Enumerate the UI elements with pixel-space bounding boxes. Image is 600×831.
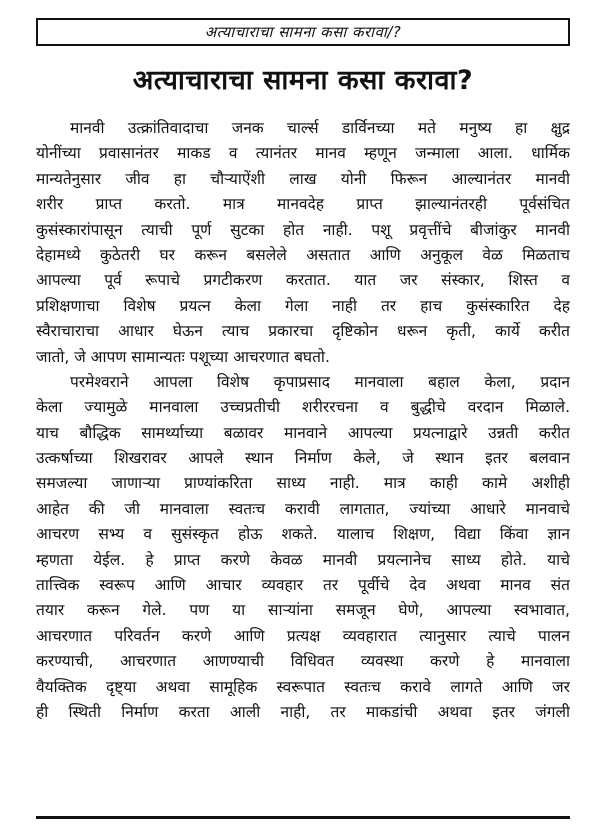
footer-rule: [36, 816, 570, 819]
text-line: म्हणता येईल. हे प्राप्त करणे केवळ मानवी प्रयत्नानेच साध्य होते. याचे: [36, 550, 570, 569]
text-line: आचरण सभ्य व सुसंस्कृत होऊ शकते. यालाच शिक्षण, विद्या किंवा ज्ञान: [36, 525, 570, 544]
text-line: परमेश्वराने आपला विशेष कृपाप्रसाद मानवाला बहाल केला, प्रदान: [70, 372, 570, 391]
text-line: तयार करून गेले. पण या साऱ्यांना समजून घेणे, आपल्या स्वभावात,: [36, 601, 570, 620]
chapter-title: अत्याचाराचा सामना कसा करावा?: [132, 65, 474, 96]
text-line: आचरणात परिवर्तन करणे आणि प्रत्यक्ष व्यवहारात त्यानुसार त्याचे पालन: [36, 626, 570, 645]
text-line: याच बौद्धिक सामर्थ्याच्या बळावर मानवाने आपल्या प्रयत्नाद्वारे उन्नती करीत: [36, 423, 570, 442]
text-line: केला ज्यामुळे मानवाला उच्चप्रतीची शरीररचना व बुद्धीचे वरदान मिळाले.: [36, 398, 570, 417]
text-line: मानवी उत्क्रांतिवादाचा जनक चार्ल्स डार्विनच्या मते मनुष्य हा क्षुद्र: [70, 119, 570, 137]
paragraph-1: [36, 116, 570, 370]
running-header-text: अत्याचाराचा सामना कसा करावा/?: [204, 23, 402, 41]
text-line: कुसंस्कारांपासून त्याची पूर्ण सुटका होत नाही. पशू प्रवृत्तींचे बीजांकुर मानवी: [36, 220, 570, 239]
text-line: समजल्या जाणाऱ्या प्राण्यांकरिता साध्य नाही. मात्र काही कामे अशीही: [36, 474, 570, 493]
text-line: शरीर प्राप्त करतो. मात्र मानवदेह प्राप्त झाल्यानंतरही पूर्वसंचित: [36, 195, 570, 214]
text-line: करण्याची, आचरणात आणण्याची विधिवत व्यवस्था करणे हे मानवाला: [36, 652, 570, 671]
text-line: ही स्थिती निर्माण करता आली नाही, तर माकडांची अथवा इतर जंगली: [36, 702, 570, 721]
text-line: स्वैराचाराचा आधार घेऊन त्याच प्रकारचा दृष्टिकोन धरून कृती, कार्ये करीत: [36, 322, 570, 341]
text-line: तात्त्विक स्वरूप आणि आचार व्यवहार तर पूर्वीचे देव अथवा मानव संत: [36, 576, 570, 595]
running-header: [36, 18, 570, 46]
text-line: देहामध्ये कुठेतरी घर करून बसलेले असतात आणि अनुकूल वेळ मिळताच: [36, 245, 570, 264]
text-line: प्रशिक्षणाचा विशेष प्रयत्न केला गेला नाही तर हाच कुसंस्कारित देह: [36, 296, 570, 315]
text-line: आहेत की जी मानवाला स्वतःच करावी लागतात, ज्यांच्या आधारे मानवाचे: [36, 499, 570, 518]
text-line: वैयक्तिक दृष्ट्या अथवा सामूहिक स्वरूपात स्वतःच करावे लागते आणि जर: [36, 677, 570, 696]
body-text: [36, 116, 570, 725]
paragraph-2: [36, 370, 570, 725]
text-line: उत्कर्षाच्या शिखरावर आपले स्थान निर्माण केले, जे स्थान इतर बलवान: [36, 449, 570, 468]
text-line: मान्यतेनुसार जीव हा चौऱ्याऐंशी लाख योनी फिरून आल्यानंतर मानवी: [36, 169, 570, 188]
text-line: आपल्या पूर्व रूपाचे प्रगटीकरण करतात. यात जर संस्कार, शिस्त व: [36, 271, 570, 290]
text-line: जातो, जे आपण सामान्यतः पशूच्या आचरणात बघतो.: [36, 347, 330, 366]
text-line: योनींच्या प्रवासानंतर माकड व त्यानंतर मानव म्हणून जन्माला आला. धार्मिक: [36, 144, 570, 163]
